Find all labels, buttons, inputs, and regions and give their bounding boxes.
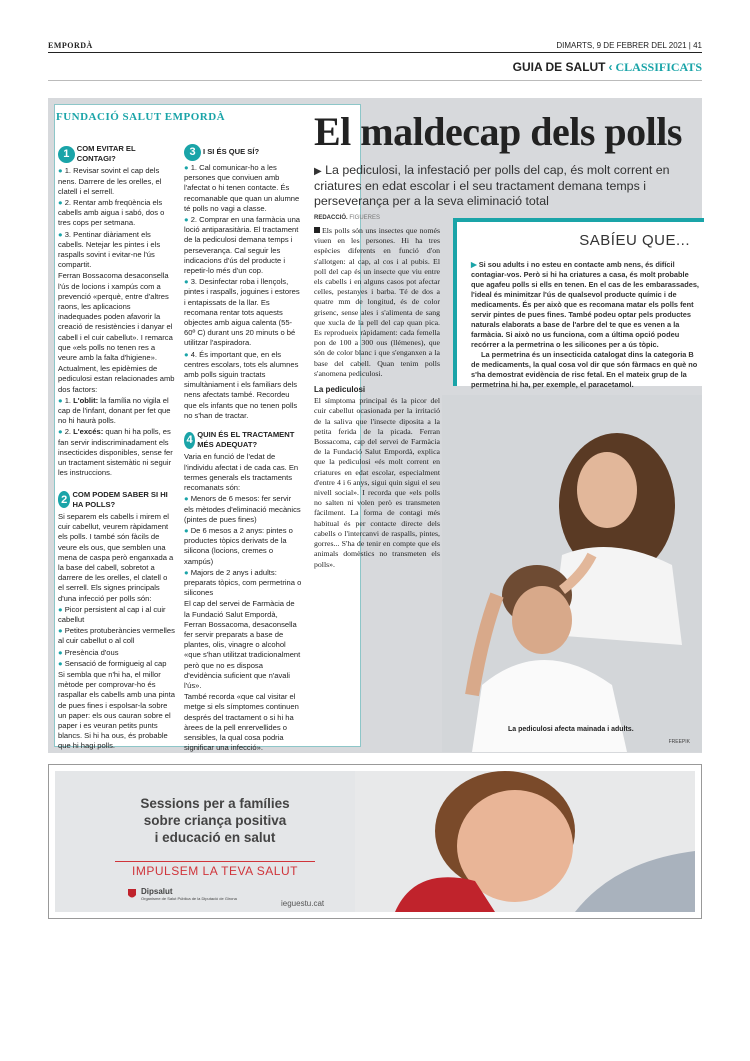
question-2-title: COM PODEM SABER SI HI HA POLLS? xyxy=(72,489,168,509)
paragraph: El símptoma principal és la picor del cuir cabellut ocasionada per la irritació de la saliva que l'insecte diposita a la petita ferida de la picada. Ferran Bossacoma, cap del servei de Farmàcia de la Fundació Salut Empordà, explica que la pediculosi «és molt corrent en criatures en edat escolar, especialment d'entre 4 i 6 anys, sigui quin sigui el seu nivell social». I recorda que «els polls no salten ni volen però es transmeten fàcilment. La forma de contagi més habitual és per contacte directe dels cabells o l'intercanvi de raspalls, pintes, gorres... S'ha de tenir en compte que els animals domèstics no transmeten els polls». xyxy=(314,396,440,569)
paragraph: Varia en funció de l'edat de l'individu afectat i de cada cas. En termes generals els tractaments recomanats són: xyxy=(184,452,299,493)
list-item: ● 3. Desinfectar roba i llençols, pintes i raspalls, joguines i estores i entapissats de la llar. Es recomana rentar tots aquests objectes amb aigua calenta (55-60º C) durant uns 20 minuts o bé utilitzar l'aspiradora. xyxy=(184,277,300,348)
paragraph: Actualment, les epidèmies de pediculosi estan relacionades amb dos factors: xyxy=(58,364,175,394)
paragraph: Si separem els cabells i mirem el cuir cabellut, veurem ràpidament els polls. I també són fàcils de veure els ous, que semblen una mena de caspa però enganxada a la base del cabell, sobretot a darrere de les orelles, el clatell o el serrell. Els signes principals d'una infecció per polls són: xyxy=(58,511,174,603)
list-item: ● 1. Cal comunicar-ho a les persones que conviuen amb l'afectat o hi tenen contacte. És recomanable que quan un alumne té polls no vagi a classe. xyxy=(184,163,300,213)
question-1-heading xyxy=(58,144,175,164)
list-item: ● Sensació de formigueig al cap xyxy=(58,658,167,668)
shield-icon xyxy=(127,888,137,900)
list-item: ● 2. Rentar amb freqüència els cabells amb aigua i sabó, dos o tres cops per setmana. xyxy=(58,198,165,228)
question-3-title: I SI ÉS QUE SÍ? xyxy=(203,147,260,157)
did-you-know-text: ▶ Si sou adults i no esteu en contacte amb nens, és difícil contagiar-vos. Però si hi ha criatures a casa, és molt probable que agafeu polls si ells en tenen. En el cas de les embarassades, l'ideal és minimitzar l'ús de qualsevol producte químic i de medicaments. És per això que es recomana matar els polls fent servir pintes de pues fines. També podeu optar pels productes naturals elaborats a base de l'arbre del te que es venen a la farmàcia. Si això no us funciona, com a última opció podeu recórrer a la permetrina o les silicones per a ús tòpic. La permetrina és un insecticida catalogat dins la categoria B de medicaments, la qual cosa vol dir que són fàrmacs en què no s'ha demostrat evidència de risc fetal. En el mateix grup de la permetrina hi ha, per exemple, el paracetamol. xyxy=(471,260,699,389)
ad-banner xyxy=(55,771,695,912)
bullet-icon: ● xyxy=(58,647,65,657)
paragraph: També recorda «que cal visitar el metge si els símptomes continuen després del tractament o si hi ha àrees de la pell enrervellides o sensibles, la qual cosa podria significar una infecció». xyxy=(184,692,299,753)
bullet-icon: ● xyxy=(58,427,65,437)
ad-heading: Sessions per a famílies sobre criança positiva i educació en salut xyxy=(140,796,290,845)
list-item: ● Picor persistent al cap i al cuir cabellut xyxy=(58,604,166,624)
list-item: ● 1. L'oblit: la família no vigila el cap de l'infant, donant per fet que no hi haurà polls. xyxy=(58,395,171,426)
list-item: ● 1. Revisar sovint el cap dels nens. Darrere de les orelles, el clatell i el serrell. xyxy=(58,166,162,196)
section-label: GUIA DE SALUT xyxy=(512,60,606,74)
question-4-title: QUIN ÉS EL TRACTAMENT MÉS ADEQUAT? xyxy=(197,430,295,450)
number-badge: 4 xyxy=(184,432,195,449)
bullet-icon: ● xyxy=(184,525,191,535)
question-3-heading xyxy=(184,144,302,161)
chevron-left-icon: ‹ xyxy=(608,60,613,74)
paragraph: Si sembla que n'hi ha, el millor mètode per comprovar-ho és raspallar els cabells amb una pinta de pues fines i espolsar-la sobre un paper: els ous cauran sobre el paper i es veuran petits punts blancs. Si hi ha ous, és probable que hi hagi polls. xyxy=(58,669,175,751)
ad-slogan: IMPULSEM LA TEVA SALUT xyxy=(115,861,315,878)
bullet-icon: ● xyxy=(184,494,191,504)
header-rule xyxy=(48,52,702,53)
bullet-icon: ● xyxy=(184,215,191,225)
list-item: ● Petites protuberàncies vermelles al cuir cabellut o al coll xyxy=(58,626,175,646)
child-photo-illustration xyxy=(355,771,695,912)
advertisement[interactable] xyxy=(48,764,702,919)
number-badge: 3 xyxy=(184,144,201,161)
list-item: ● Presència d'ous xyxy=(58,647,119,657)
number-badge: 1 xyxy=(58,146,75,163)
bullet-icon: ● xyxy=(184,163,191,172)
sidebar-col-1 xyxy=(58,144,175,753)
list-item: ● 2. Comprar en una farmàcia una loció antiparasitària. El tractament de la pediculosi demana temps i perseverança. Cal seguir les indicacions d'ús del producte i repetir-lo més d'un cop. xyxy=(184,215,301,276)
list-item: ● Menors de 6 mesos: fer servir els mètodes d'eliminació mecànics (pintes de pues fines) xyxy=(184,494,301,524)
section-line xyxy=(513,60,702,75)
bullet-icon: ● xyxy=(184,277,191,287)
question-1-title: COM EVITAR EL CONTAGI? xyxy=(76,144,136,164)
photo-credit: FREEPIK xyxy=(668,739,690,745)
did-you-know-title: SABÍEU QUE... xyxy=(579,232,690,249)
bullet-icon: ● xyxy=(184,567,191,577)
bullet-icon: ● xyxy=(58,166,65,176)
list-item: ● 4. És important que, en els centres escolars, tots els alumnes amb polls siguin tractats simultàniament i els familiars dels nens afectats també. Recordeu que els infants que no tenen polls no s'han de tractar. xyxy=(184,349,299,420)
bullet-icon: ● xyxy=(58,198,65,208)
list-item: ● Majors de 2 anys i adults: preparats tòpics, com permetrina o silicones xyxy=(184,567,302,598)
bullet-icon: ● xyxy=(58,604,65,614)
article-photo xyxy=(442,395,702,752)
section-rule xyxy=(48,80,702,81)
article-title: El maldecap dels polls xyxy=(314,109,682,154)
ad-url[interactable]: ieguestu.cat xyxy=(281,899,325,908)
article-subtitle: ▶ La pediculosi, la infestació per polls del cap, és molt corrent en criatures en edat escolar i el seu tractament demana temps i perseverança per a la seva eliminació total xyxy=(314,163,670,208)
paragraph: El cap del servei de Farmàcia de la Fundació Salut Empordà, Ferran Bossacoma, desaconsella fer servir preparats a base de plantes, olis, vinagre o alcohol «que s'han utilitzat tradicionalment però que no es disposa d'evidència suficient que n'avali l'ús». xyxy=(184,599,301,690)
date-page: DIMARTS, 9 DE FEBRER DEL 2021 | 41 xyxy=(556,41,702,50)
bullet-icon: ● xyxy=(58,229,65,239)
paragraph: Ferran Bossacoma desaconsella l'ús de locions i xampús com a prevenció «perquè, entre d'altres raons, les aplicacions inadequades poden afavorir la creació de resistències i danyar el cabell i el cuir cabellut». I remarca que «els polls no tenen res a veure amb la falta d'higiene». xyxy=(58,271,173,363)
bullet-icon: ● xyxy=(58,395,65,405)
article-body xyxy=(314,226,440,570)
list-item: ● 3. Pentinar diàriament els cabells. Netejar les pintes i els raspalls sovint i evitar-ne l'ús compartit. xyxy=(58,229,161,270)
question-4-heading xyxy=(184,430,302,450)
dipsalut-logo: Dipsalut Organisme de Salut Pública de la Diputació de Girona xyxy=(127,887,237,901)
byline: REDACCIÓ. FIGUERES xyxy=(314,215,381,221)
sidebar-col-2 xyxy=(184,144,302,754)
question-2-heading xyxy=(58,490,175,510)
did-you-know-box xyxy=(453,218,704,389)
bullet-icon: ● xyxy=(58,658,65,668)
list-item: ● 2. L'excés: quan hi ha polls, es fan servir indiscriminadament els insecticides disponibles, sense fer un tractament sistemàtic ni seguir les instruccions. xyxy=(58,427,173,478)
square-bullet-icon xyxy=(314,227,320,233)
number-badge: 2 xyxy=(58,491,70,508)
foundation-heading: FUNDACIÓ SALUT EMPORDÀ xyxy=(56,111,226,123)
bullet-icon: ● xyxy=(184,349,191,359)
paragraph: Els polls són uns insectes que només viuen en les persones. Hi ha tres espècies diferents en funció d'on s'allotgen: al cap, al cos i al pubis. El poll del cap és un insecte que viu entre els cabells i en alguns casos pot afectar celles, pestanyes i barba. Té de dos a quatre mm de longitud, és de color grisenc, sense ales i s'alimenta de sang que xucla de la pell del cap quan pica. Es reprodueix ràpidament: cada femella pon de 100 a 300 ous (llémenes), que són de color blanc i que s'enganxen a la base del cabell. Quan tenim polls s'anomena pediculosi. xyxy=(314,226,440,378)
photo-caption: La pediculosi afecta mainada i adults. xyxy=(508,726,634,733)
triangle-icon: ▶ xyxy=(314,166,322,177)
bullet-icon: ● xyxy=(58,626,65,636)
list-item: ● De 6 mesos a 2 anys: pintes o productes tòpics derivats de la silicona (locions, cremes o xampús) xyxy=(184,525,293,566)
triangle-icon: ▶ xyxy=(471,260,477,269)
publication-name: EMPORDÀ xyxy=(48,41,93,50)
section-sub-label: CLASSIFICATS xyxy=(615,60,702,74)
subhead: La pediculosi xyxy=(314,385,366,395)
family-photo-illustration xyxy=(442,395,702,752)
